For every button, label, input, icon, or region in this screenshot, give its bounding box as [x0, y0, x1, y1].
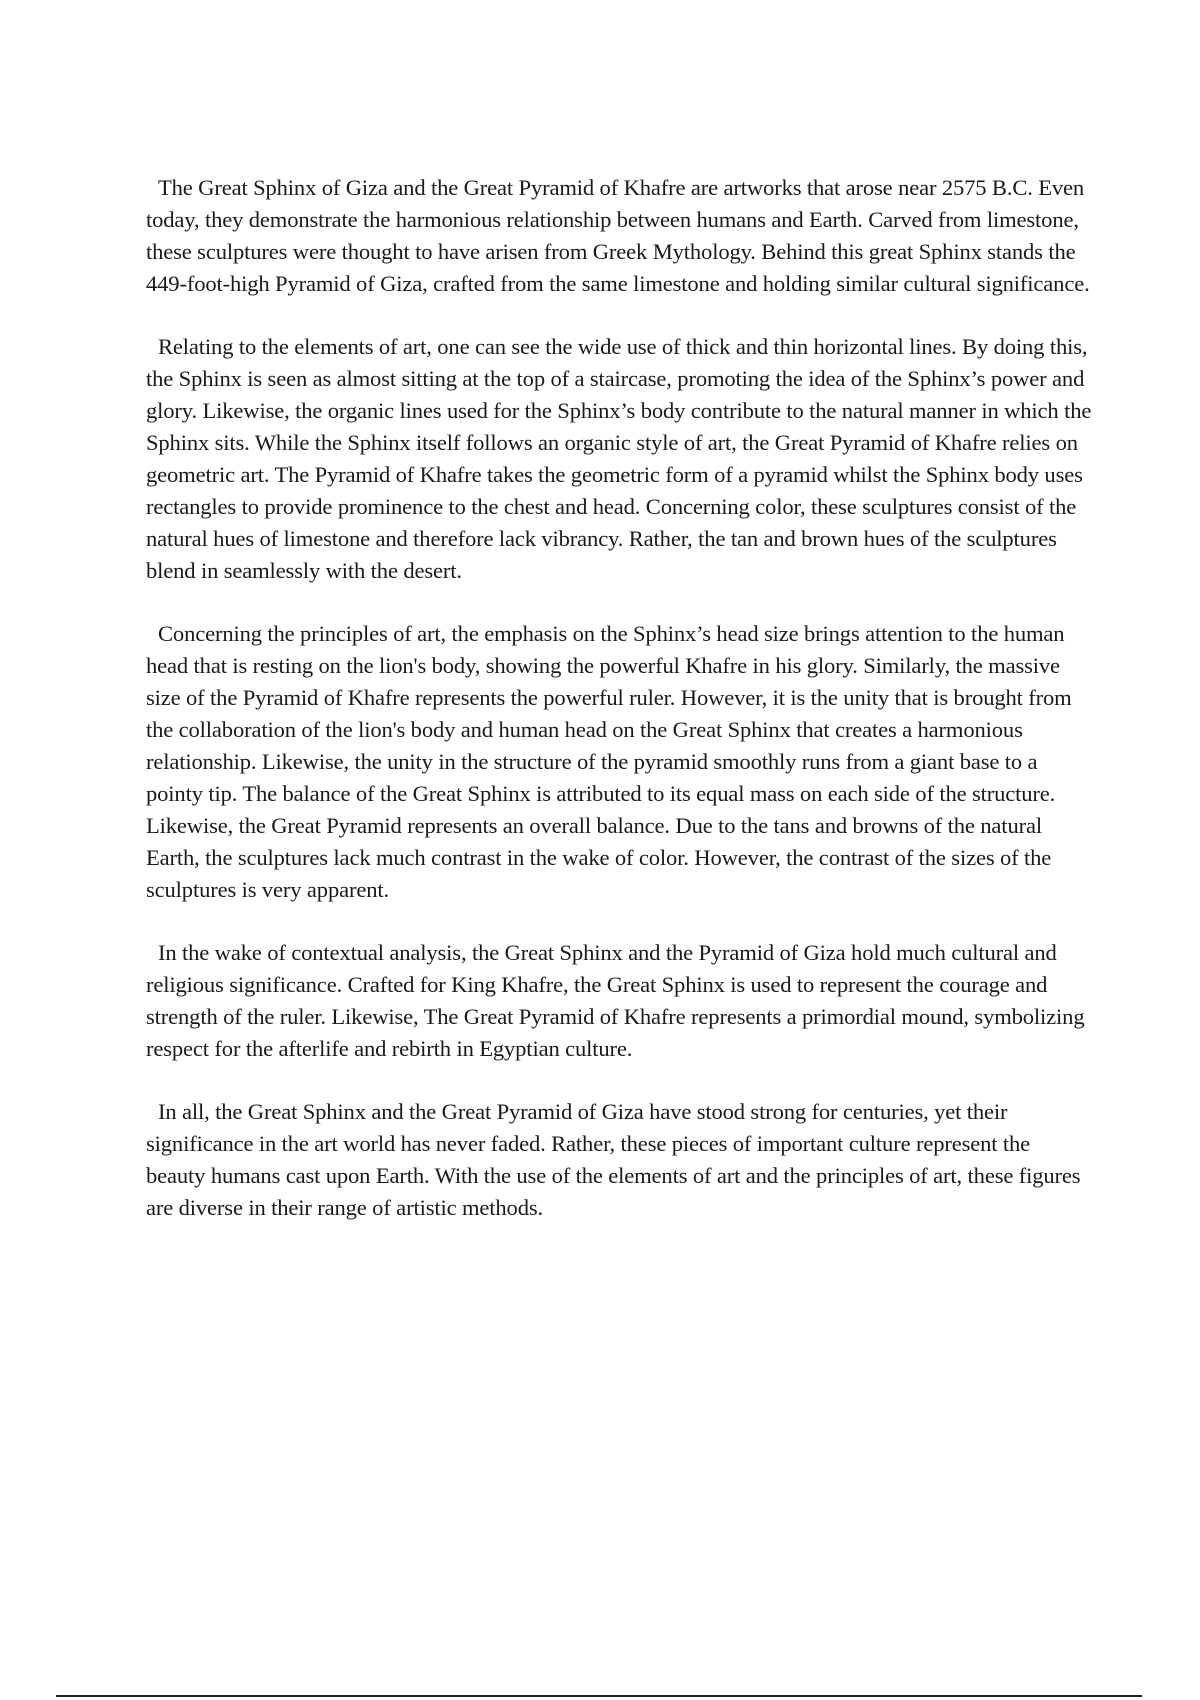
- essay-body: [146, 172, 1094, 1255]
- paragraph-contextual-analysis: In the wake of contextual analysis, the Great Sphinx and the Pyramid of Giza hold much cultural and religious significance. Crafted for King Khafre, the Great Sphinx is used to represent the courage and strength of the ruler. Likewise, The Great Pyramid of Khafre represents a primordial mound, symbolizing respect for the afterlife and rebirth in Egyptian culture.: [146, 940, 1085, 1061]
- paragraph-principles-of-art: Concerning the principles of art, the emphasis on the Sphinx’s head size brings attention to the human head that is resting on the lion's body, showing the powerful Khafre in his glory. Similarly, the massive size of the Pyramid of Khafre represents the powerful ruler. However, it is the unity that is brought from the collaboration of the lion's body and human head on the Great Sphinx that creates a harmonious relationship. Likewise, the unity in the structure of the pyramid smoothly runs from a giant base to a pointy tip. The balance of the Great Sphinx is attributed to its equal mass on each side of the structure. Likewise, the Great Pyramid represents an overall balance. Due to the tans and browns of the natural Earth, the sculptures lack much contrast in the wake of color. However, the contrast of the sizes of the sculptures is very apparent.: [146, 621, 1072, 902]
- paragraph-introduction: The Great Sphinx of Giza and the Great Pyramid of Khafre are artworks that arose near 2575 B.C. Even today, they demonstrate the harmonious relationship between humans and Earth. Carved from limestone, these sculptures were thought to have arisen from Greek Mythology. Behind this great Sphinx stands the 449-foot-high Pyramid of Giza, crafted from the same limestone and holding similar cultural significance.: [146, 175, 1090, 296]
- paragraph-conclusion: In all, the Great Sphinx and the Great Pyramid of Giza have stood strong for centuries, yet their significance in the art world has never faded. Rather, these pieces of important culture represent the beauty humans cast upon Earth. With the use of the elements of art and the principles of art, these figures are diverse in their range of artistic methods.: [146, 1099, 1081, 1220]
- paragraph-elements-of-art: Relating to the elements of art, one can see the wide use of thick and thin horizontal lines. By doing this, the Sphinx is seen as almost sitting at the top of a staircase, promoting the idea of the Sphinx’s power and glory. Likewise, the organic lines used for the Sphinx’s body contribute to the natural manner in which the Sphinx sits. While the Sphinx itself follows an organic style of art, the Great Pyramid of Khafre relies on geometric art. The Pyramid of Khafre takes the geometric form of a pyramid whilst the Sphinx body uses rectangles to provide prominence to the chest and head. Concerning color, these sculptures consist of the natural hues of limestone and therefore lack vibrancy. Rather, the tan and brown hues of the sculptures blend in seamlessly with the desert.: [146, 334, 1092, 583]
- page-bottom-rule: [56, 1695, 1142, 1697]
